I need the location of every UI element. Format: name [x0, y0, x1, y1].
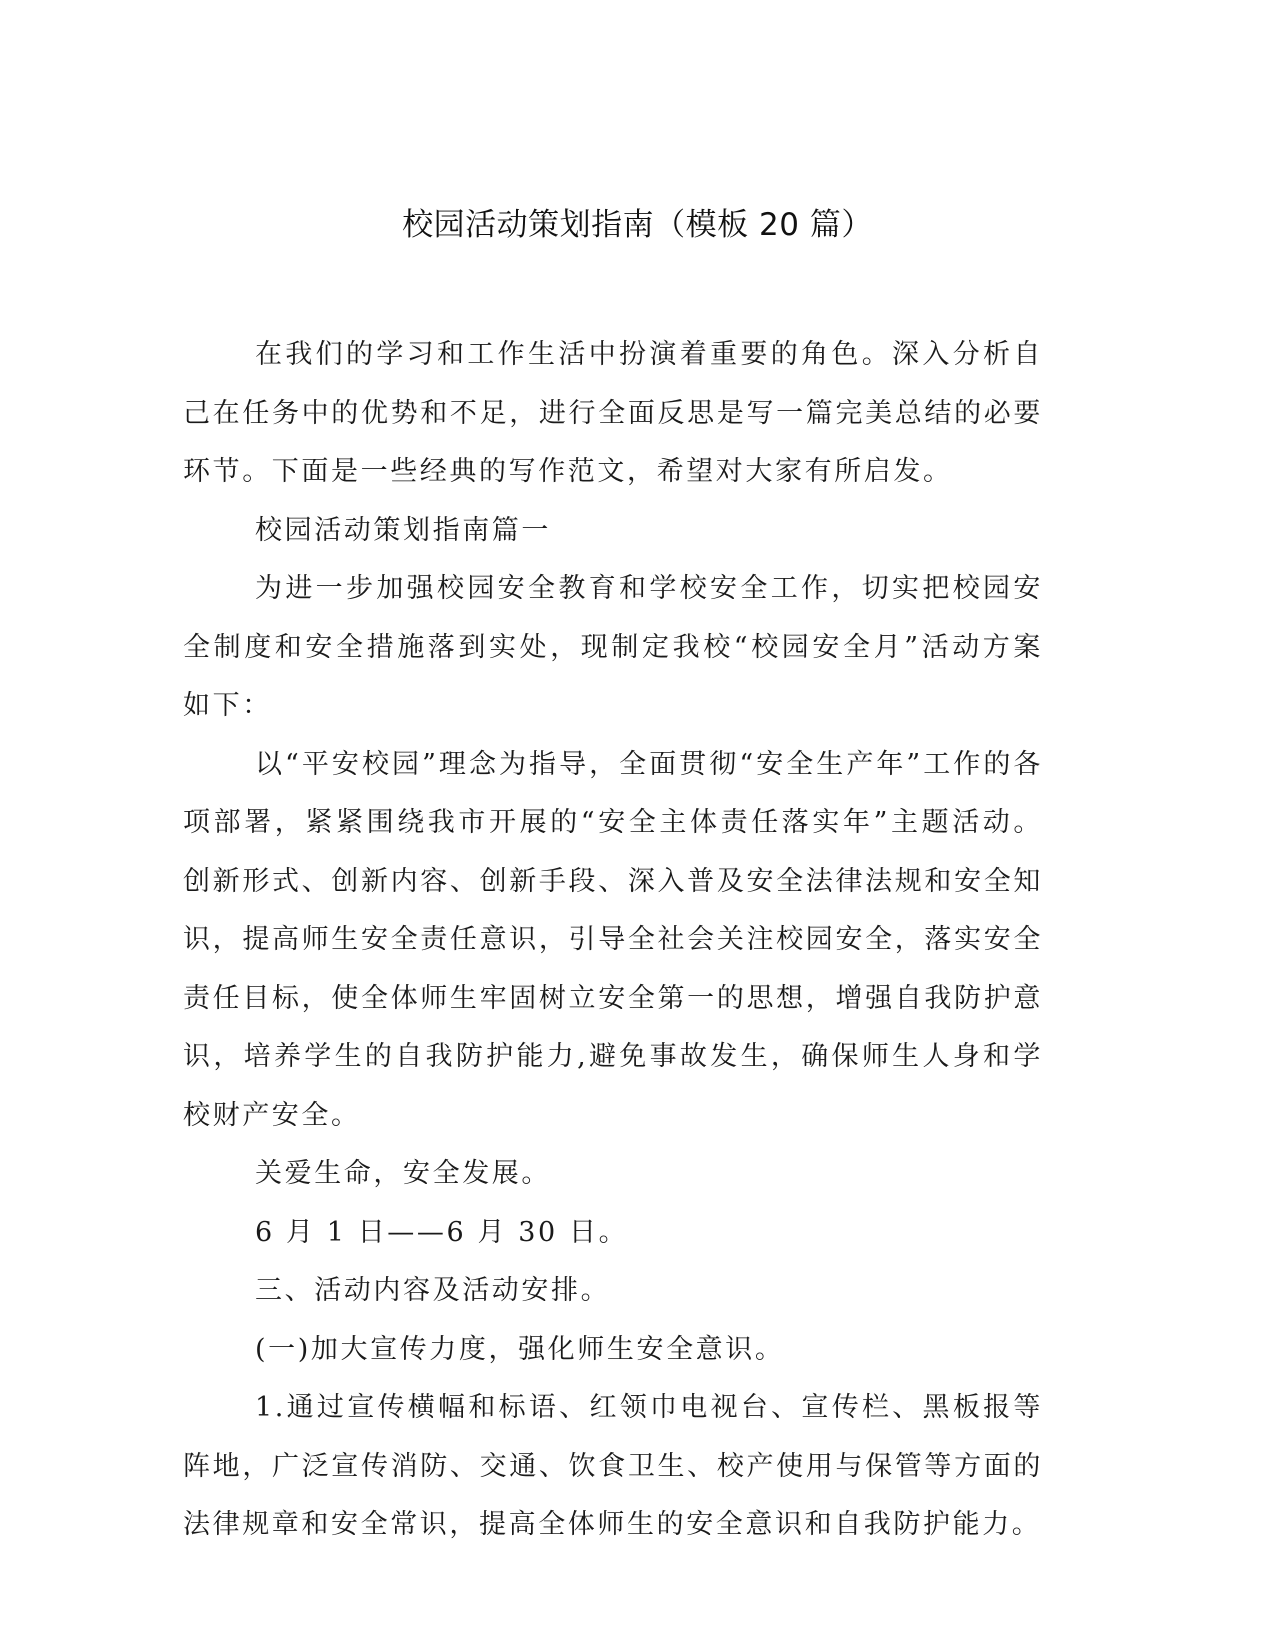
date-range-paragraph: 6 月 1 日——6 月 30 日。	[255, 1216, 629, 1248]
section-heading: 校园活动策划指南篇一	[255, 514, 551, 546]
paragraph: 关爱生命，安全发展。	[255, 1158, 551, 1189]
paragraph: 1.通过宣传横幅和标语、红领巾电视台、宣传栏、黑板报等阵地，广泛宣传消防、交通、饮食卫生、校产使用与保管等方面的法律规章和安全常识，提高全体师生的安全意识和自我防护能力。	[183, 1392, 1043, 1540]
paragraph: 为进一步加强校园安全教育和学校安全工作，切实把校园安全制度和安全措施落到实处，现制定我校“校园安全月”活动方案如下：	[183, 573, 1043, 721]
document-title: 校园活动策划指南（模板 20 篇）	[402, 207, 873, 243]
paragraph: 以“平安校园”理念为指导，全面贯彻“安全生产年”工作的各项部署，紧紧围绕我市开展的“安全主体责任落实年”主题活动。创新形式、创新内容、创新手段、深入普及安全法律法规和安全知识，提高师生安全责任意识，引导全社会关注校园安全，落实安全责任目标，使全体师生牢固树立安全第一的思想，增强自我防护意识，培养学生的自我防护能力,避免事故发生，确保师生人身和学校财产安全。	[183, 748, 1043, 1131]
intro-paragraph: 在我们的学习和工作生活中扮演着重要的角色。深入分析自己在任务中的优势和不足，进行全面反思是写一篇完美总结的必要环节。下面是一些经典的写作范文，希望对大家有所启发。	[183, 339, 1043, 487]
subsection-heading: 三、活动内容及活动安排。	[255, 1275, 611, 1306]
subsection-heading: (一)加大宣传力度，强化师生安全意识。	[255, 1333, 785, 1365]
document-body	[183, 326, 1043, 1555]
